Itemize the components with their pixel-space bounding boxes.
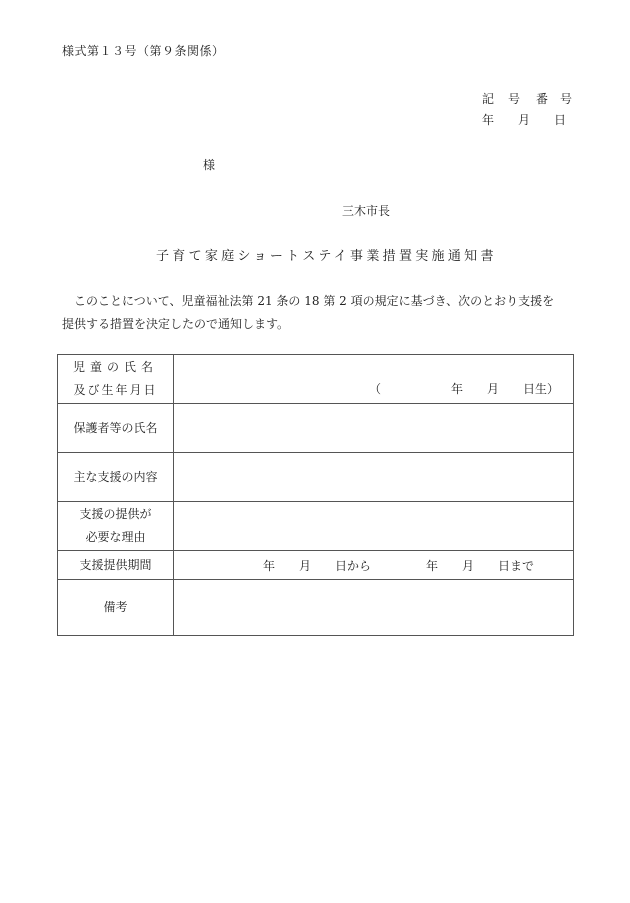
date-month: 月 bbox=[518, 113, 531, 127]
label-child-name bbox=[58, 355, 174, 404]
label-support-period: 支援提供期間 bbox=[58, 551, 174, 580]
birth-day: 日生） bbox=[523, 382, 560, 396]
birthdate-line bbox=[369, 380, 559, 397]
label-guardian-name: 保護者等の氏名 bbox=[58, 404, 174, 453]
field-guardian-name[interactable] bbox=[174, 404, 574, 453]
period-line bbox=[263, 557, 534, 574]
date-day: 日 bbox=[554, 113, 567, 127]
doc-number-ban: 番 bbox=[536, 92, 549, 106]
doc-number-gou2: 号 bbox=[560, 92, 573, 106]
label-support-content: 主な支援の内容 bbox=[58, 453, 174, 502]
label-child-name-line2: 及び生年月日 bbox=[73, 383, 158, 397]
table-row-remarks bbox=[58, 580, 574, 636]
label-support-reason-line1: 支援の提供が bbox=[79, 507, 152, 521]
form-table bbox=[57, 354, 574, 636]
table-row-guardian-name bbox=[58, 404, 574, 453]
label-remarks: 備考 bbox=[58, 580, 174, 636]
field-child-name[interactable] bbox=[174, 355, 574, 404]
doc-number-gou: 号 bbox=[508, 92, 521, 106]
field-support-period[interactable] bbox=[174, 551, 574, 580]
field-support-content[interactable] bbox=[174, 453, 574, 502]
birth-open-paren: （ bbox=[369, 382, 382, 396]
form-number: 様式第１３号（第９条関係） bbox=[62, 44, 225, 58]
document-number-line bbox=[482, 90, 572, 111]
period-from-month: 月 bbox=[299, 559, 312, 573]
issuer-name: 三木市長 bbox=[342, 204, 391, 218]
period-to-year: 年 bbox=[426, 559, 439, 573]
period-from-day: 日から bbox=[335, 559, 372, 573]
table-row-support-period bbox=[58, 551, 574, 580]
period-to-month: 月 bbox=[462, 559, 475, 573]
birth-year: 年 bbox=[451, 382, 464, 396]
birth-month: 月 bbox=[487, 382, 500, 396]
period-from-year: 年 bbox=[263, 559, 276, 573]
table-row-support-reason bbox=[58, 502, 574, 551]
field-support-reason[interactable] bbox=[174, 502, 574, 551]
body-text bbox=[62, 290, 582, 336]
label-support-reason-line2: 必要な理由 bbox=[85, 530, 146, 544]
label-support-reason bbox=[58, 502, 174, 551]
doc-number-ki: 記 bbox=[482, 92, 495, 106]
addressee-suffix: 様 bbox=[203, 158, 216, 172]
field-remarks[interactable] bbox=[174, 580, 574, 636]
issue-date-line bbox=[482, 111, 572, 132]
table-row-support-content bbox=[58, 453, 574, 502]
period-to-day: 日まで bbox=[498, 559, 535, 573]
table-row-child-name bbox=[58, 355, 574, 404]
document-title: 子育て家庭ショートステイ事業措置実施通知書 bbox=[156, 249, 497, 264]
label-child-name-line1: 児童の氏名 bbox=[72, 360, 158, 374]
body-line-2: 提供する措置を決定したので通知します。 bbox=[62, 317, 290, 331]
body-line-1: このことについて、児童福祉法第 21 条の 18 第 2 項の規定に基づき、次のとおり支援を bbox=[74, 294, 555, 308]
document-number-block bbox=[482, 90, 572, 132]
date-year: 年 bbox=[482, 113, 495, 127]
